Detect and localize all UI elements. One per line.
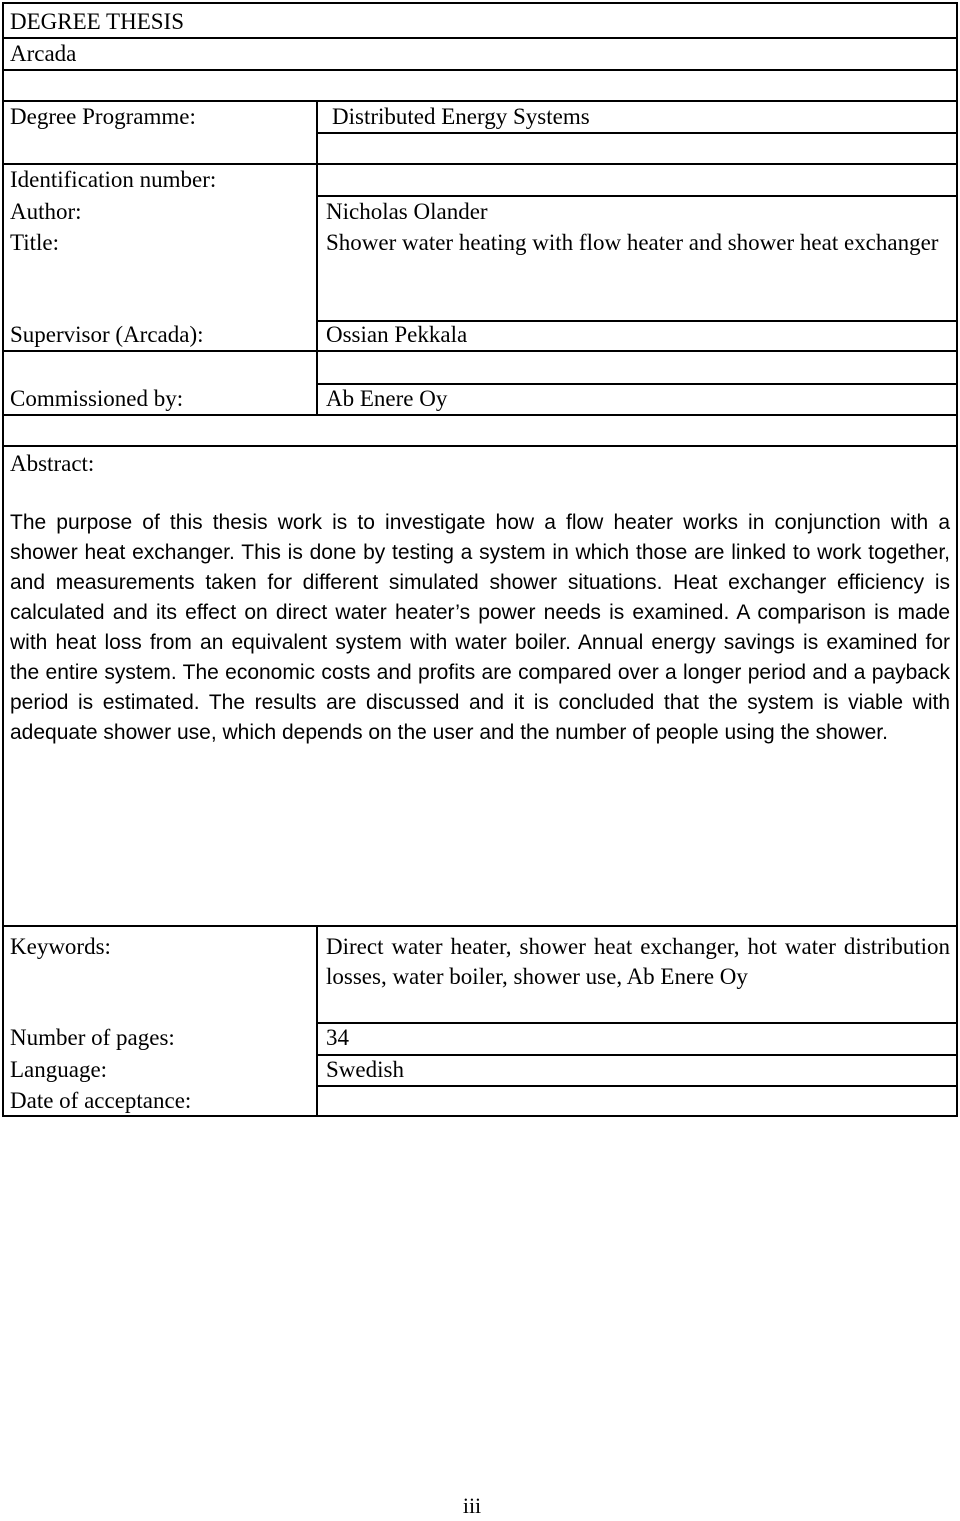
keywords-value: Direct water heater, shower heat exchanger, hot water distribution losses, water boiler, shower use, Ab Enere Oy — [326, 934, 950, 989]
column-divider — [316, 925, 318, 1117]
abstract-text: The purpose of this thesis work is to investigate how a flow heater works in conjunction with a shower heat exchanger. This is done by testing a system in which those are linked to work together, and measurements taken for different simulated shower situations. Heat exchanger efficiency is calculated and its effect on direct water heater’s power needs is examined. A comparison is made with heat loss from an equivalent system with water boiler. Annual energy savings is examined for the entire system. The economic costs and profits are compared over a longer period and a payback period is estimated. The results are discussed and it is concluded that the system is viable with adequate shower use, which depends on the user and the number of people using the shower. — [10, 511, 950, 744]
row-divider — [2, 37, 958, 39]
keywords-label: Keywords: — [10, 934, 111, 959]
number-of-pages-label: Number of pages: — [10, 1025, 175, 1050]
supervisor-label: Supervisor (Arcada): — [10, 322, 204, 347]
date-of-acceptance-label: Date of acceptance: — [10, 1088, 192, 1113]
row-divider — [2, 925, 958, 927]
commissioned-by-label: Commissioned by: — [10, 386, 184, 411]
row-divider — [318, 1085, 958, 1087]
title-label: Title: — [10, 230, 60, 255]
row-divider — [2, 350, 958, 352]
number-of-pages-value: 34 — [326, 1025, 349, 1050]
identification-number-label: Identification number: — [10, 167, 217, 192]
page-number: iii — [462, 1493, 482, 1518]
language-value: Swedish — [326, 1057, 404, 1082]
degree-programme-value: Distributed Energy Systems — [332, 104, 590, 129]
row-divider — [2, 445, 958, 447]
degree-programme-label: Degree Programme: — [10, 104, 196, 129]
author-label: Author: — [10, 199, 82, 224]
row-divider — [318, 1054, 958, 1056]
institution-name: Arcada — [10, 41, 77, 66]
document-type: DEGREE THESIS — [10, 9, 184, 34]
row-divider — [2, 414, 958, 416]
row-divider — [318, 1022, 958, 1024]
supervisor-value: Ossian Pekkala — [326, 322, 468, 347]
abstract-label: Abstract: — [10, 451, 95, 476]
row-divider — [2, 69, 958, 71]
commissioned-by-value: Ab Enere Oy — [326, 386, 448, 411]
author-value: Nicholas Olander — [326, 199, 488, 224]
language-label: Language: — [10, 1057, 108, 1082]
title-value: Shower water heating with flow heater and shower heat exchanger — [326, 230, 939, 255]
row-divider — [318, 132, 958, 134]
column-divider — [316, 100, 318, 416]
